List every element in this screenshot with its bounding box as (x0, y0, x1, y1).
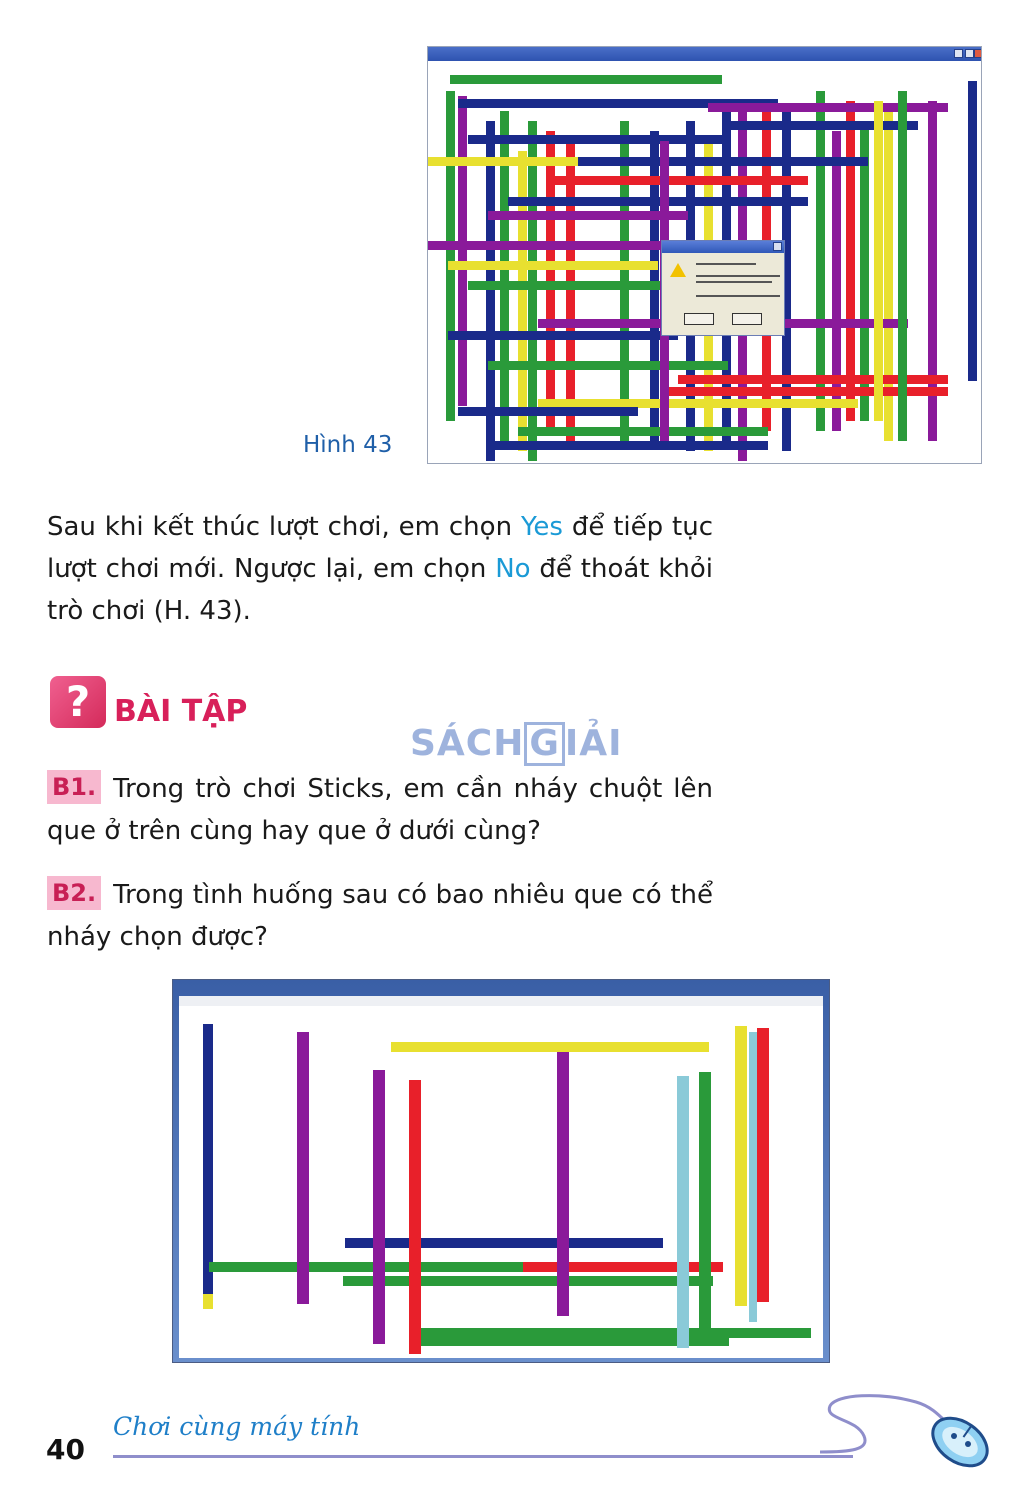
minimize-icon[interactable] (954, 49, 963, 58)
paragraph-text: Sau khi kết thúc lượt chơi, em chọn (47, 512, 521, 542)
exercise-b2-tag: B2. (47, 876, 101, 910)
dialog-text-line (696, 295, 780, 297)
warning-icon (670, 263, 686, 277)
exercise-question-icon (50, 676, 106, 728)
figure-43-screenshot (427, 46, 982, 464)
paragraph-text: để thoát khỏi trò chơi (H. 43). (47, 554, 714, 626)
watermark-right: IẢI (564, 723, 623, 764)
window-menubar (179, 996, 823, 1006)
dialog-text-line (696, 263, 756, 265)
exercise-b1 (47, 768, 713, 852)
exercise-b2-text: Trong tình huống sau có bao nhiêu que có thể nháy chọn được? (47, 880, 713, 952)
dialog-text-line (696, 281, 772, 283)
sticks-canvas (179, 1006, 823, 1358)
maximize-icon[interactable] (965, 49, 974, 58)
dialog-text-line (696, 275, 780, 277)
page-number: 40 (46, 1433, 85, 1466)
sticks-drawing (179, 1006, 823, 1358)
no-highlight: No (495, 554, 531, 584)
footer-title: Chơi cùng máy tính (113, 1412, 361, 1441)
watermark-box: G (524, 722, 565, 766)
computer-mouse-icon (820, 1392, 990, 1476)
close-icon[interactable] (974, 49, 982, 58)
exercise-b1-text: Trong trò chơi Sticks, em cần nháy chuột lên que ở trên cùng hay que ở dưới cùng? (47, 774, 713, 846)
question-mark-glyph: ? (65, 677, 91, 726)
footer-divider (113, 1455, 853, 1458)
play-again-dialog (661, 240, 785, 336)
exercise-b2 (47, 874, 713, 958)
dialog-close-icon[interactable] (773, 242, 782, 251)
yes-highlight: Yes (520, 512, 563, 542)
exercise-b2-screenshot (172, 979, 830, 1363)
exercise-b1-tag: B1. (47, 770, 101, 804)
dialog-yes-button[interactable] (684, 313, 714, 325)
figure-caption: Hình 43 (303, 432, 393, 458)
watermark-left: SÁCH (410, 723, 525, 764)
dialog-titlebar (662, 241, 784, 253)
window-titlebar (428, 47, 981, 61)
dialog-no-button[interactable] (732, 313, 762, 325)
paragraph-text: để tiếp tục lượt chơi mới. Ngược lại, em chọn (47, 512, 713, 584)
watermark (410, 722, 623, 766)
exercise-heading: BÀI TẬP (114, 694, 248, 729)
instruction-paragraph (47, 506, 713, 632)
